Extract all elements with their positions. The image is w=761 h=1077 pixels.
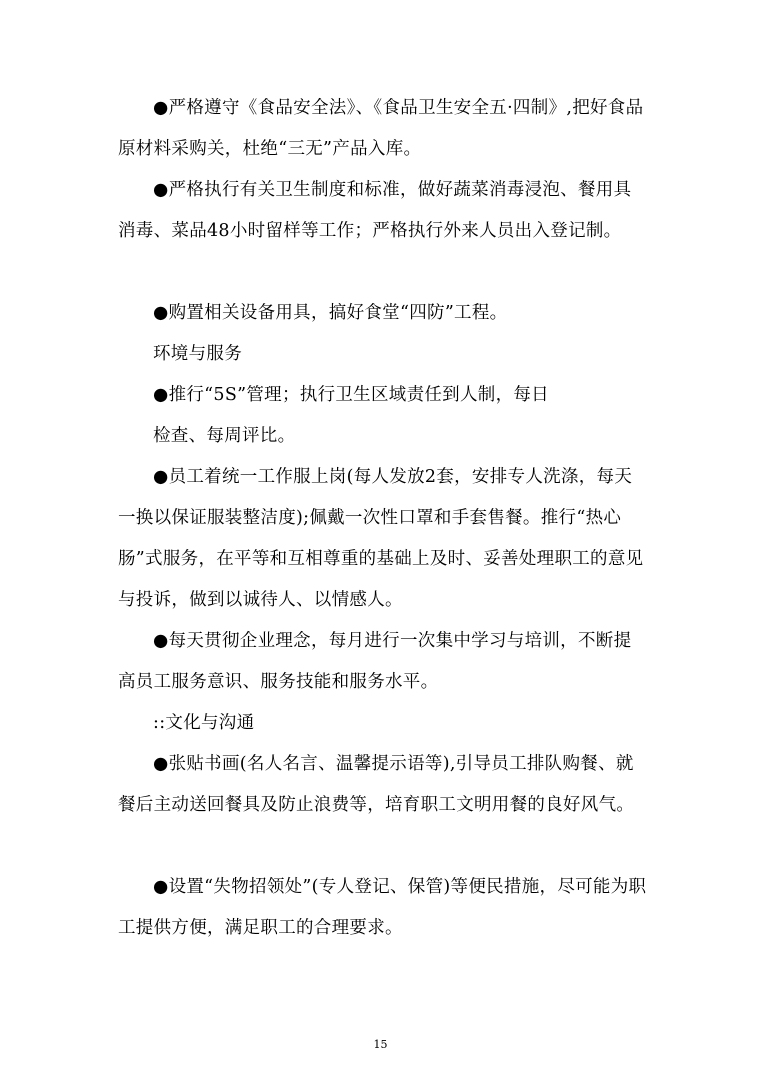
paragraph-training: ●每天贯彻企业理念，每月进行一次集中学习与培训，不断提高员工服务意识、服务技能和服务水平。 bbox=[118, 631, 632, 692]
paragraph-hygiene-standards: ●严格执行有关卫生制度和标准，做好蔬菜消毒浸泡、餐用具消毒、菜品48小时留样等工作；严格执行外来人员出入登记制。 bbox=[118, 180, 632, 241]
paragraph-equipment: ●购置相关设备用具，搞好食堂“四防”工程。 bbox=[153, 303, 508, 323]
section-heading-culture-communication: ::文化与沟通 bbox=[153, 713, 255, 733]
paragraph-5s-line1: ●推行“5S”管理；执行卫生区域责任到人制，每日 bbox=[153, 385, 549, 405]
paragraph-uniform-service: ●员工着统一工作服上岗(每人发放2套，安排专人洗涤，每天一换以保证服装整洁度);佩戴一次性口罩和手套售餐。推行“热心肠”式服务，在平等和互相尊重的基础上及时、妥善处理职工的意见与投诉，做到以诚待人、以情感人。 bbox=[118, 467, 644, 610]
paragraph-5s-line2: 检查、每周评比。 bbox=[153, 426, 296, 446]
paragraph-food-safety-law: ●严格遵守《食品安全法》、《食品卫生安全五·四制》,把好食品原材料采购关，杜绝“三无”产品入库。 bbox=[118, 98, 644, 159]
section-heading-environment-service: 环境与服务 bbox=[153, 344, 242, 364]
paragraph-lost-and-found: ●设置“失物招领处”(专人登记、保管)等便民措施，尽可能为职工提供方便，满足职工的合理要求。 bbox=[118, 877, 647, 938]
page-number: 15 bbox=[373, 1038, 388, 1051]
paragraph-posters: ●张贴书画(名人名言、温馨提示语等),引导员工排队购餐、就餐后主动送回餐具及防止浪费等，培育职工文明用餐的良好风气。 bbox=[118, 754, 635, 815]
